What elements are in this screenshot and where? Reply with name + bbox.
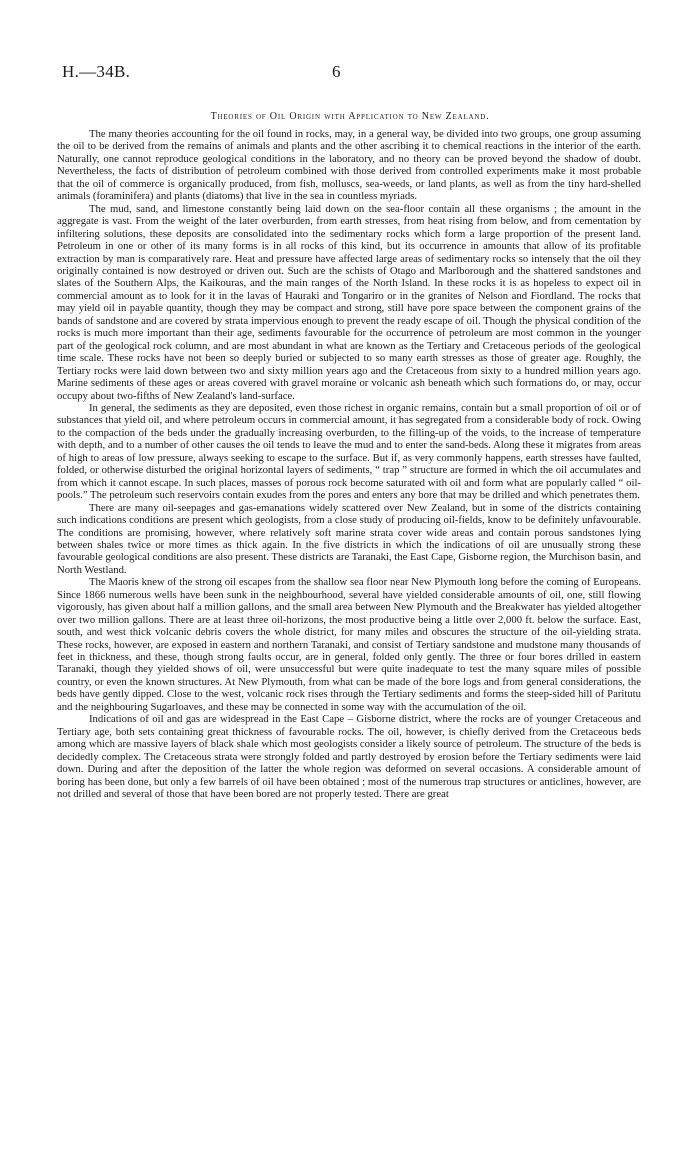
paragraph: In general, the sediments as they are deposited, even those richest in organic remains, contain but a small proportion of oil or of substances that yield oil, and where petroleum occurs in commercial amount, it has segregated from a considerable body of rock. Owing to the compaction of the beds under the gradually increasing overburden, to the filling-up of the voids, to the increase of temperature with depth, and to a number of other causes the oil tends to leave the mud and to enter the sand-beds. Along these it migrates from areas of high to areas of low pressure, always seeking to escape to the surface. But if, as very commonly happens, earth stresses have faulted, folded, or otherwise disturbed the original horizontal layers of sediments, “ trap ” structure are formed in which the oil accumulates and from which it cannot escape. In such places, masses of porous rock become saturated with oil and form what are popularly called “ oil-pools.” The petroleum such reservoirs contain exudes from the pores and enters any bore that may be drilled and which penetrates them. [57, 401, 641, 502]
running-header [62, 62, 642, 86]
paragraph: The Maoris knew of the strong oil escapes from the shallow sea floor near New Plymouth long before the coming of Europeans. Since 1866 numerous wells have been sunk in the neighbourhood, several have yielded considerable amounts of oil, one, still flowing vigorously, has given about half a million gallons, and the small area between New Plymouth and the Breakwater has yielded altogether over two million gallons. There are at least three oil-horizons, the most productive being a little over 2,000 ft. below the surface. East, south, and west thick volcanic debris covers the whole district, for many miles and obscures the structure of the oil-yielding strata. These rocks, however, are exposed in eastern and northern Taranaki, and consist of Tertiary sandstone and mudstone many thousands of feet in thickness, and these, though strong faults occur, are in general, folded only gently. The three or four bores drilled in eastern Taranaki, though they yielded shows of oil, were unsuccessful but were quite inadequate to test the many square miles of possible country, or even the known structures. At New Plymouth, from what can be made of the bore logs and from general considerations, the beds have gently dipped. Close to the west, volcanic rock rises through the Tertiary sediments and forms the steep-sided hill of Paritutu and the neighbouring Sugarloaves, and these may be connected in some way with the accumulation of the oil. [57, 576, 641, 713]
body-text [57, 128, 641, 800]
paragraph: Indications of oil and gas are widespread in the East Cape – Gisborne district, where the rocks are of younger Cretaceous and Tertiary age, both sets containing great thickness of favourable rocks. The oil, however, is chiefly derived from the Cretaceous beds among which are massive layers of black shale which most geologists consider a likely source of petroleum. The structure of the beds is decidedly complex. The Cretaceous strata were strongly folded and partly destroyed by erosion before the Tertiary sediments were laid down. During and after the deposition of the latter the whole region was deformed on several occasions. A considerable amount of boring has been done, but only a few barrels of oil have been obtained ; most of the numerous trap structures or anticlines, however, are not drilled and several of those that have been bored are not properly tested. There are great [57, 713, 641, 801]
document-reference: H.—34B. [62, 62, 131, 81]
paragraph: There are many oil-seepages and gas-emanations widely scattered over New Zealand, but in some of the districts containing such indications conditions are present which geologists, from a close study of producing oil-fields, know to be definitely unfavourable. The conditions are promising, however, where relatively soft marine strata cover wide areas and contain porous sandstones lying between shales twice or more times as thick again. In the five districts in which the indications of oil are unusually strong these favourable geological conditions are also present. These districts are Taranaki, the East Cape, Gisborne region, the Murchison basin, and North Westland. [57, 501, 641, 576]
paragraph: The many theories accounting for the oil found in rocks, may, in a general way, be divided into two groups, one group assuming the oil to be derived from the remains of animals and plants and the other ascribing it to chemical reactions in the interior of the earth. Naturally, one cannot reproduce geological conditions in the laboratory, and no theory can be proved beyond the shadow of doubt. Nevertheless, the facts of distribution of petroleum combined with those derived from controlled experiments make it most probable that the oil of commerce is organically produced, from fish, molluscs, sea-weeds, or land plants, as well as from the tiny hard-shelled animals (foraminifera) and plants (diatoms) that live in the sea in countless myriads. [57, 128, 641, 203]
paragraph: The mud, sand, and limestone constantly being laid down on the sea-floor contain all these organisms ; the amount in the aggregate is vast. From the weight of the later overburden, from earth stresses, from heat rising from below, and from cementation by infiltering solutions, these deposits are consolidated into the sedimentary rocks which form a large proportion of the present land. Petroleum in one or other of its many forms is in all rocks of this kind, but its occurrence in amounts that allow of its profitable extraction by man is comparatively rare. Heat and pressure have affected large areas of sedimentary rocks so intensely that the oil they originally contained is now destroyed or driven out. Such are the schists of Otago and Marlborough and the shattered sandstones and slates of the Southern Alps, the Kaikouras, and the main ranges of the North Island. In these rocks it is as hopeless to expect oil in commercial amount as to look for it in the lavas of Hauraki and Tongariro or in the granites of Nelson and Fiordland. The rocks that may yield oil in payable quantity, though they may be compact and strong, still have pore space between the component grains of the bands of sandstone and are covered by strata impervious enough to prevent the ready escape of oil. Though the physical condition of the rocks is much more important than their age, sediments favourable for the occurrence of petroleum are most common in the younger part of the geological rock column, and are most abundant in what are known as the Tertiary and Cretaceous periods of the geological time scale. These rocks have not been so deeply buried or subjected to so many earth stresses as those of greater age. Roughly, the Tertiary rocks were laid down between two and sixty million years ago and the Cretaceous from sixty to a hundred million years ago. Marine sediments of these ages or areas covered with gravel moraine or volcanic ash beneath which such formations do, or may, occur occupy about two-fifths of New Zealand's land-surface. [57, 202, 641, 402]
page-number: 6 [332, 62, 341, 81]
section-title: Theories of Oil Origin with Application to New Zealand. [210, 111, 490, 122]
